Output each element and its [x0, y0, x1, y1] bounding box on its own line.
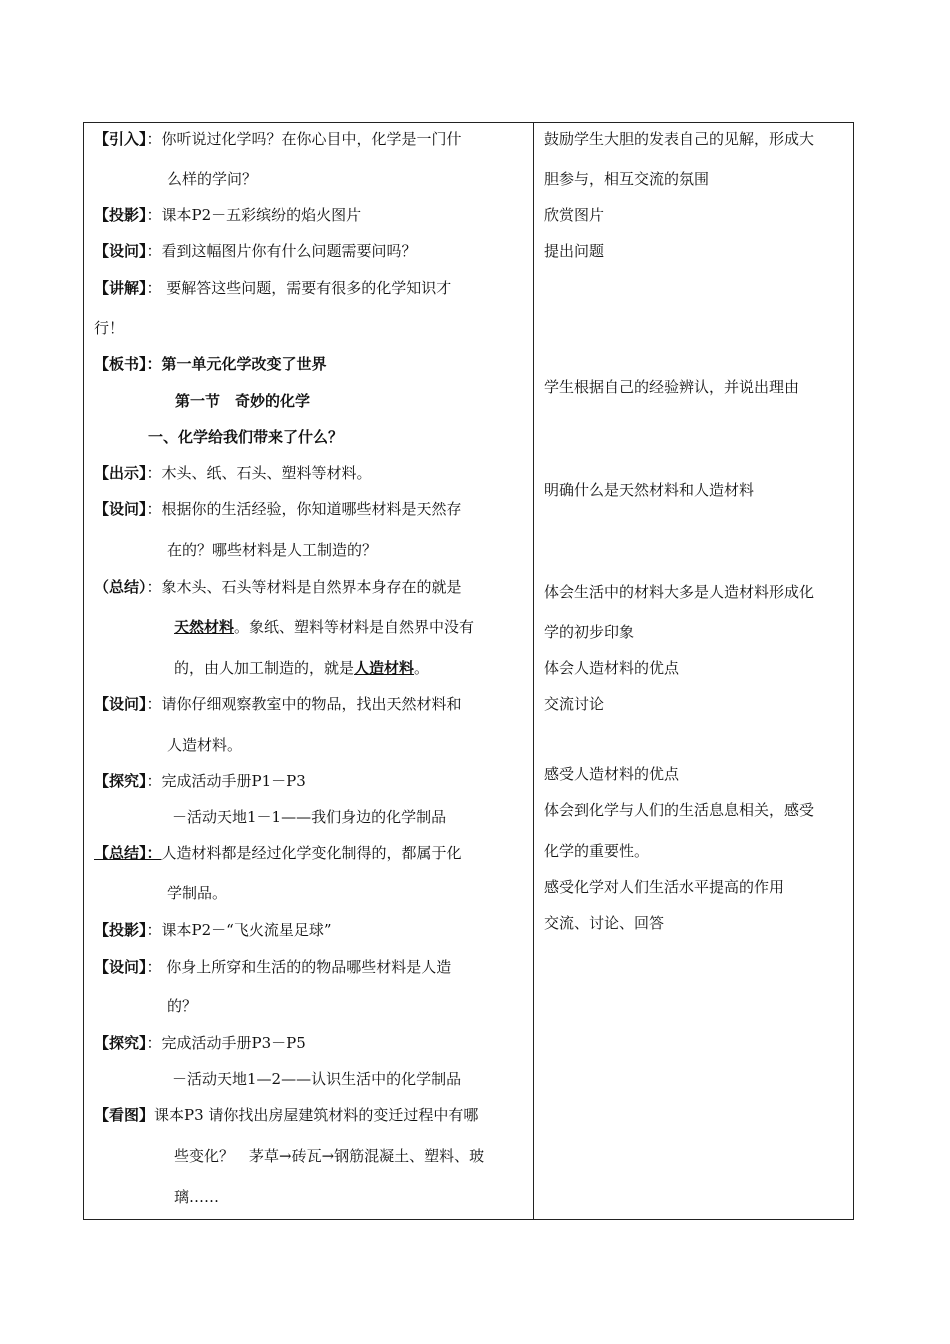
projection-line-1: 【投影】：课本P2－五彩缤纷的焰火图片: [94, 206, 362, 224]
activity-line-10: 交流讨论: [544, 695, 605, 713]
activity-line-7: 体会生活中的材料大多是人造材料形成化: [544, 583, 815, 601]
intro-line-2: 么样的学问？: [167, 170, 258, 188]
explain-line-2: 行！: [94, 319, 125, 337]
activity-line-2: 胆参与，相互交流的氛围: [544, 170, 710, 188]
question-line-1: 【设问】：看到这幅图片你有什么问题需要问吗？: [94, 242, 417, 260]
activity-line-9: 体会人造材料的优点: [544, 659, 680, 677]
activity-line-8: 学的初步印象: [544, 623, 635, 641]
activity-line-4: 提出问题: [544, 242, 605, 260]
intro-line-1: [94, 129, 462, 149]
activity-line-11: 感受人造材料的优点: [544, 765, 680, 783]
summary2-line-2: 学制品。: [167, 884, 228, 902]
summary-line-1: （总结）：象木头、石头等材料是自然界本身存在的就是: [94, 578, 462, 596]
artificial-material-term: 人造材料: [354, 659, 415, 677]
projection-line-2: 【投影】：课本P2－“飞火流星足球”: [94, 921, 332, 939]
look-line-2: 些变化？ 茅草→砖瓦→钢筋混凝土、塑料、玻: [174, 1147, 485, 1165]
show-line: 【出示】：木头、纸、石头、塑料等材料。: [94, 464, 372, 482]
activity-line-14: 感受化学对人们生活水平提高的作用: [544, 878, 785, 896]
activity-line-5: 学生根据自己的经验辨认，并说出理由: [544, 378, 800, 396]
question-line-4: 【设问】： 你身上所穿和生活的的物品哪些材料是人造: [94, 958, 452, 976]
explore-line-1b: －活动天地1－1——我们身边的化学制品: [172, 808, 447, 826]
activity-line-15: 交流、讨论、回答: [544, 914, 665, 932]
natural-material-term: 天然材料: [174, 618, 235, 636]
explore-line-1: 【探究】：完成活动手册P1－P3: [94, 772, 306, 790]
section-heading: 一、化学给我们带来了什么？: [148, 428, 344, 446]
activity-line-6: 明确什么是天然材料和人造材料: [544, 481, 755, 499]
question-line-3: 【设问】：请你仔细观察教室中的物品，找出天然材料和: [94, 695, 462, 713]
question-line-3b: 人造材料。: [167, 736, 243, 754]
activity-line-1: 鼓励学生大胆的发表自己的见解，形成大: [544, 130, 815, 148]
explore-line-2: 【探究】：完成活动手册P3－P5: [94, 1034, 306, 1052]
summary-line-3: 的，由人加工制造的，就是人造材料。: [174, 659, 430, 677]
question-line-4b: 的？: [167, 997, 198, 1015]
question-line-2b: 在的？哪些材料是人工制造的？: [167, 541, 378, 559]
look-line-3: 璃……: [174, 1188, 220, 1206]
look-line-1: 【看图】课本P3 请你找出房屋建筑材料的变迁过程中有哪: [94, 1106, 479, 1124]
board-line: 【板书】：第一单元化学改变了世界: [94, 355, 327, 373]
section-title: 第一节 奇妙的化学: [175, 392, 311, 410]
intro-tag: 【引入】: [94, 130, 147, 148]
summary-line-2: 天然材料。象纸、塑料等材料是自然界中没有: [174, 618, 475, 636]
intro-text: ：你听说过化学吗？在你心目中，化学是一门什: [146, 130, 462, 148]
lesson-plan-table: [83, 122, 854, 1220]
activity-line-12: 体会到化学与人们的生活息息相关，感受: [544, 801, 815, 819]
question-line-2: 【设问】：根据你的生活经验，你知道哪些材料是天然存: [94, 500, 462, 518]
column-divider: [533, 123, 534, 1219]
summary2-line-1: 【总结】：人造材料都是经过化学变化制得的，都属于化: [94, 844, 462, 862]
explore-line-2b: －活动天地1—2——认识生活中的化学制品: [172, 1070, 462, 1088]
activity-line-13: 化学的重要性。: [544, 842, 650, 860]
explain-line-1: 【讲解】： 要解答这些问题，需要有很多的化学知识才: [94, 279, 452, 297]
activity-line-3: 欣赏图片: [544, 206, 605, 224]
